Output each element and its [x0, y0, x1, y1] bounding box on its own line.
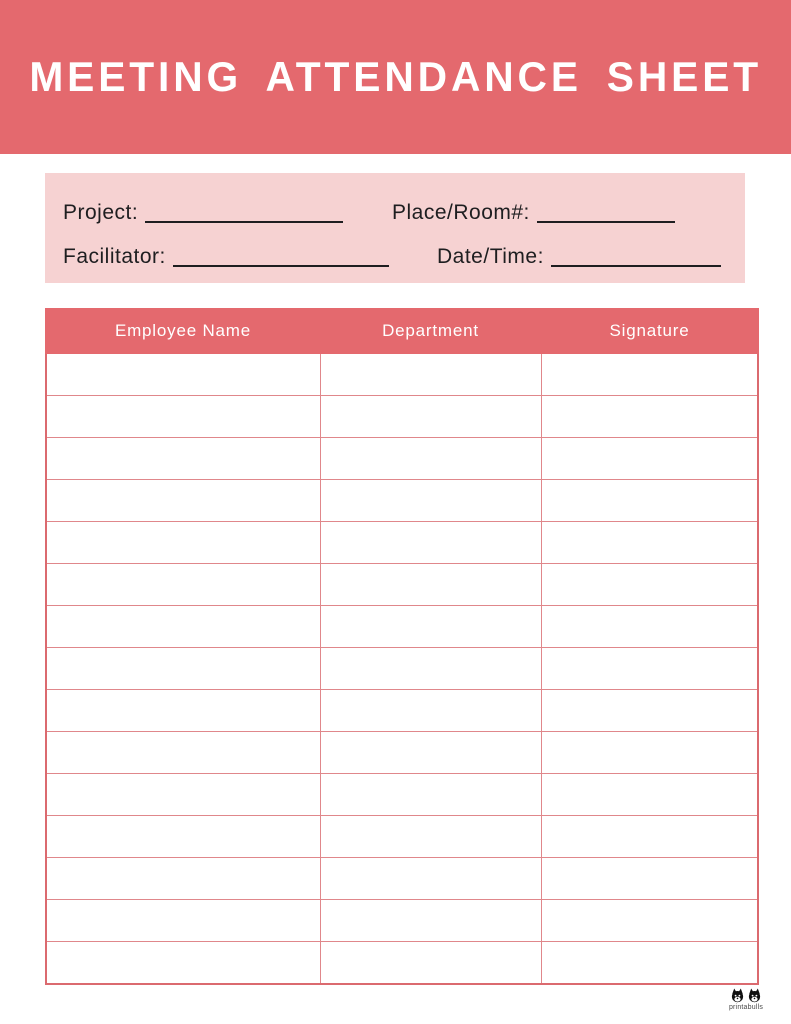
table-row: [46, 942, 758, 985]
place-room-blank-line: [537, 207, 675, 223]
table-row: [46, 774, 758, 816]
table-cell: [541, 353, 758, 396]
table-cell: [46, 900, 320, 942]
place-room-label: Place/Room#:: [392, 201, 530, 224]
table-row: [46, 816, 758, 858]
table-cell: [541, 480, 758, 522]
table-cell: [320, 942, 541, 985]
column-header-signature: Signature: [541, 309, 758, 353]
table-cell: [320, 816, 541, 858]
attendance-table: [45, 308, 759, 985]
attendance-table-header: [46, 309, 758, 353]
table-row: [46, 396, 758, 438]
table-cell: [46, 858, 320, 900]
table-cell: [46, 564, 320, 606]
table-row: [46, 900, 758, 942]
field-place-room: [392, 201, 675, 225]
project-blank-line: [145, 207, 343, 223]
table-row: [46, 732, 758, 774]
table-cell: [46, 396, 320, 438]
table-cell: [320, 858, 541, 900]
table-cell: [320, 648, 541, 690]
table-cell: [320, 353, 541, 396]
table-cell: [320, 438, 541, 480]
field-project: [63, 201, 343, 225]
table-cell: [46, 732, 320, 774]
date-time-label: Date/Time:: [437, 245, 544, 268]
table-cell: [541, 942, 758, 985]
brand-footer: [723, 988, 769, 1011]
attendance-table-body: [46, 353, 758, 984]
brand-name: printabulls: [728, 1004, 764, 1011]
column-header-department: Department: [320, 309, 541, 353]
title-banner: [0, 0, 791, 154]
table-cell: [541, 438, 758, 480]
facilitator-label: Facilitator:: [63, 245, 166, 268]
table-cell: [46, 690, 320, 732]
table-cell: [320, 396, 541, 438]
table-cell: [320, 522, 541, 564]
page-title: MEETING ATTENDANCE SHEET: [29, 53, 762, 100]
table-cell: [46, 774, 320, 816]
table-cell: [46, 816, 320, 858]
table-cell: [320, 606, 541, 648]
meeting-info-panel: [45, 173, 745, 283]
table-cell: [320, 732, 541, 774]
table-row: [46, 480, 758, 522]
table-cell: [46, 480, 320, 522]
table-cell: [46, 438, 320, 480]
table-cell: [541, 774, 758, 816]
table-row: [46, 858, 758, 900]
date-time-blank-line: [551, 251, 721, 267]
bulldogs-logo-icon: [729, 988, 763, 1003]
table-cell: [541, 564, 758, 606]
table-cell: [46, 648, 320, 690]
project-label: Project:: [63, 201, 139, 224]
field-facilitator: [63, 245, 389, 269]
table-row: [46, 522, 758, 564]
table-cell: [320, 774, 541, 816]
table-cell: [320, 564, 541, 606]
table-cell: [541, 690, 758, 732]
table-row: [46, 438, 758, 480]
table-row: [46, 648, 758, 690]
field-date-time: [437, 245, 721, 269]
table-cell: [541, 396, 758, 438]
table-cell: [320, 480, 541, 522]
table-cell: [46, 606, 320, 648]
table-cell: [46, 942, 320, 985]
table-cell: [320, 900, 541, 942]
header-row: [46, 309, 758, 353]
table-row: [46, 690, 758, 732]
table-cell: [541, 900, 758, 942]
table-row: [46, 606, 758, 648]
table-cell: [541, 522, 758, 564]
table-row: [46, 564, 758, 606]
table-cell: [541, 732, 758, 774]
table-cell: [541, 816, 758, 858]
table-cell: [541, 648, 758, 690]
column-header-employee-name: Employee Name: [46, 309, 320, 353]
table-cell: [320, 690, 541, 732]
table-cell: [541, 858, 758, 900]
table-cell: [541, 606, 758, 648]
table-cell: [46, 353, 320, 396]
table-cell: [46, 522, 320, 564]
table-row: [46, 353, 758, 396]
facilitator-blank-line: [173, 251, 389, 267]
